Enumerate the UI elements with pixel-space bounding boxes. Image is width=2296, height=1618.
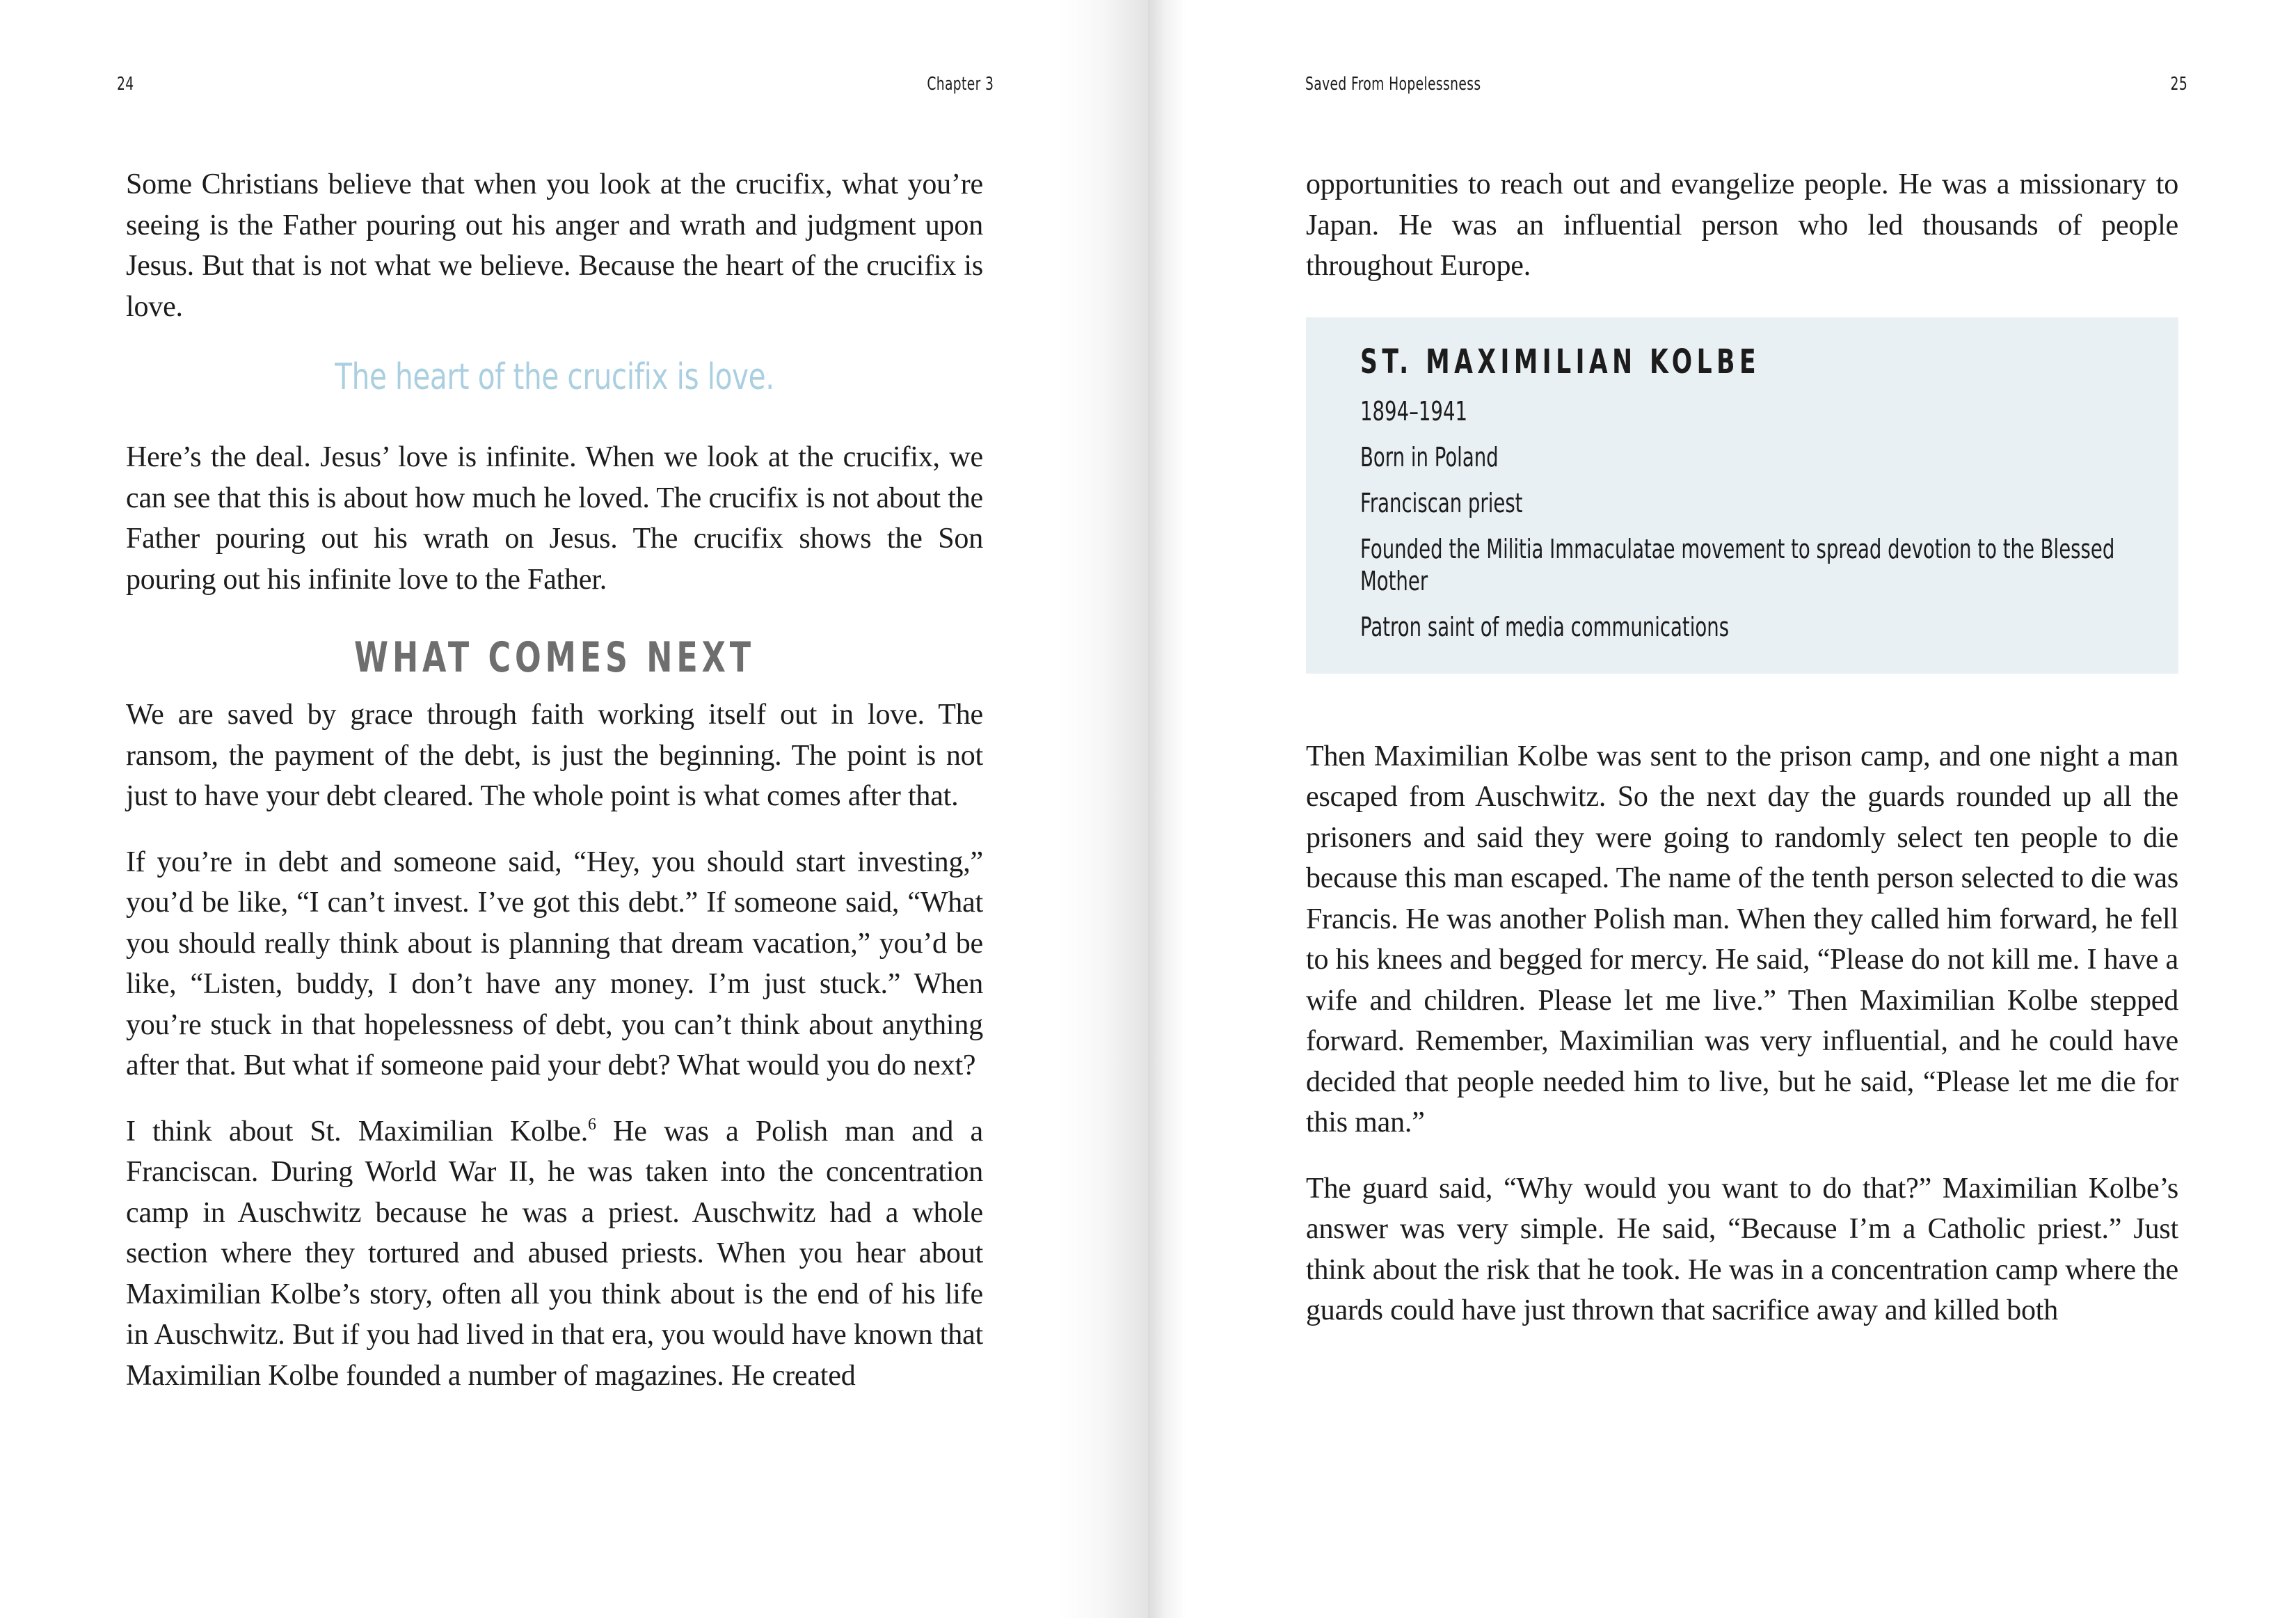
body-paragraph: If you’re in debt and someone said, “Hey, you should start investing,” you’d be like, “I can’t invest. I’ve got this debt.” If someone said, “What you should really think about is planning that dream vacation,” you’d be like, “Listen, buddy, I don’t have any money. I’m just stuck.” When you’re stuck in that hopelessness of debt, you can’t think about anything after that. But what if someone paid your debt? What would you do next?: [126, 846, 983, 1081]
running-head-title: Saved From Hopelessness: [1305, 74, 1481, 95]
body-paragraph: Then Maximilian Kolbe was sent to the prison camp, and one night a man escaped from Auschwitz. So the next day the guards rounded up all the prisoners and said they were going to randomly select ten people to die because this man escaped. The name of the tenth person selected to die was Francis. He was another Polish man. When they called him forward, he fell to his knees and begged for mercy. He said, “Please do not kill me. I have a wife and children. Please let me live.” Then Maximilian Kolbe stepped forward. Remember, Maximilian was very influential, and he could have decided that people needed him to live, but he said, “Please let me die for this man.”: [1306, 740, 2178, 1139]
body-paragraph: Here’s the deal. Jesus’ love is infinite. When we look at the crucifix, we can see that this is about how much he loved. The crucifix is not about the Father pouring out his wrath on Jesus. The crucifix shows the Son pouring out his infinite love to the Father.: [126, 441, 983, 596]
footnote-marker[interactable]: 6: [588, 1115, 596, 1134]
right-text-column: [1306, 164, 2178, 1356]
sidebar-founded: Founded the Militia Immaculatae movement to spread devotion to the Blessed Mother: [1360, 533, 2115, 596]
gutter-shadow-right: [1148, 0, 1186, 1618]
section-heading: WHAT COMES NEXT: [354, 633, 755, 682]
sidebar-vocation: Franciscan priest: [1360, 487, 1523, 518]
sidebar-title: ST. MAXIMILIAN KOLBE: [1360, 342, 1761, 381]
sidebar-dates: 1894–1941: [1360, 395, 1468, 427]
body-paragraph: We are saved by grace through faith working itself out in love. The ransom, the payment of the debt, is just the beginning. The point is not just to have your debt cleared. The whole point is what comes after that.: [126, 699, 983, 812]
pull-quote: The heart of the crucifix is love.: [335, 356, 774, 398]
sidebar-birthplace: Born in Poland: [1360, 441, 1499, 473]
saint-sidebar-box: [1306, 317, 2178, 674]
body-paragraph-kolbe: [126, 1111, 983, 1397]
page-number-left: 24: [117, 74, 134, 95]
kolbe-intro-text: I think about St. Maximilian Kolbe.: [126, 1115, 588, 1148]
body-paragraph: The guard said, “Why would you want to do that?” Maximilian Kolbe’s answer was very simple. He said, “Because I’m a Catholic priest.” Just think about the risk that he took. He was in a concentration camp where the guards could have just thrown that sacrifice away and killed both: [1306, 1172, 2178, 1326]
gutter-shadow-left: [1058, 0, 1148, 1618]
left-text-column: [126, 164, 983, 1421]
kolbe-body-text: He was a Polish man and a Franciscan. During World War II, he was taken into the concentration camp in Auschwitz because he was a priest. Auschwitz had a whole section where they tortured and abused priests. When you hear about Maximilian Kolbe’s story, often all you think about is the end of his life in Auschwitz. But if you had lived in that era, you would have known that Maximilian Kolbe founded a number of magazines. He created: [126, 1115, 983, 1392]
running-head-chapter: Chapter 3: [927, 74, 994, 95]
body-paragraph: Some Christians believe that when you look at the crucifix, what you’re seeing is the Father pouring out his anger and wrath and judgment upon Jesus. But that is not what we believe. Because the heart of the crucifix is love.: [126, 168, 983, 323]
page-number-right: 25: [2170, 74, 2187, 95]
sidebar-patronage: Patron saint of media communications: [1360, 611, 1730, 642]
right-page: [1148, 0, 2296, 1618]
body-paragraph: opportunities to reach out and evangelize people. He was a missionary to Japan. He was an influential person who led thousands of people throughout Europe.: [1306, 168, 2178, 282]
